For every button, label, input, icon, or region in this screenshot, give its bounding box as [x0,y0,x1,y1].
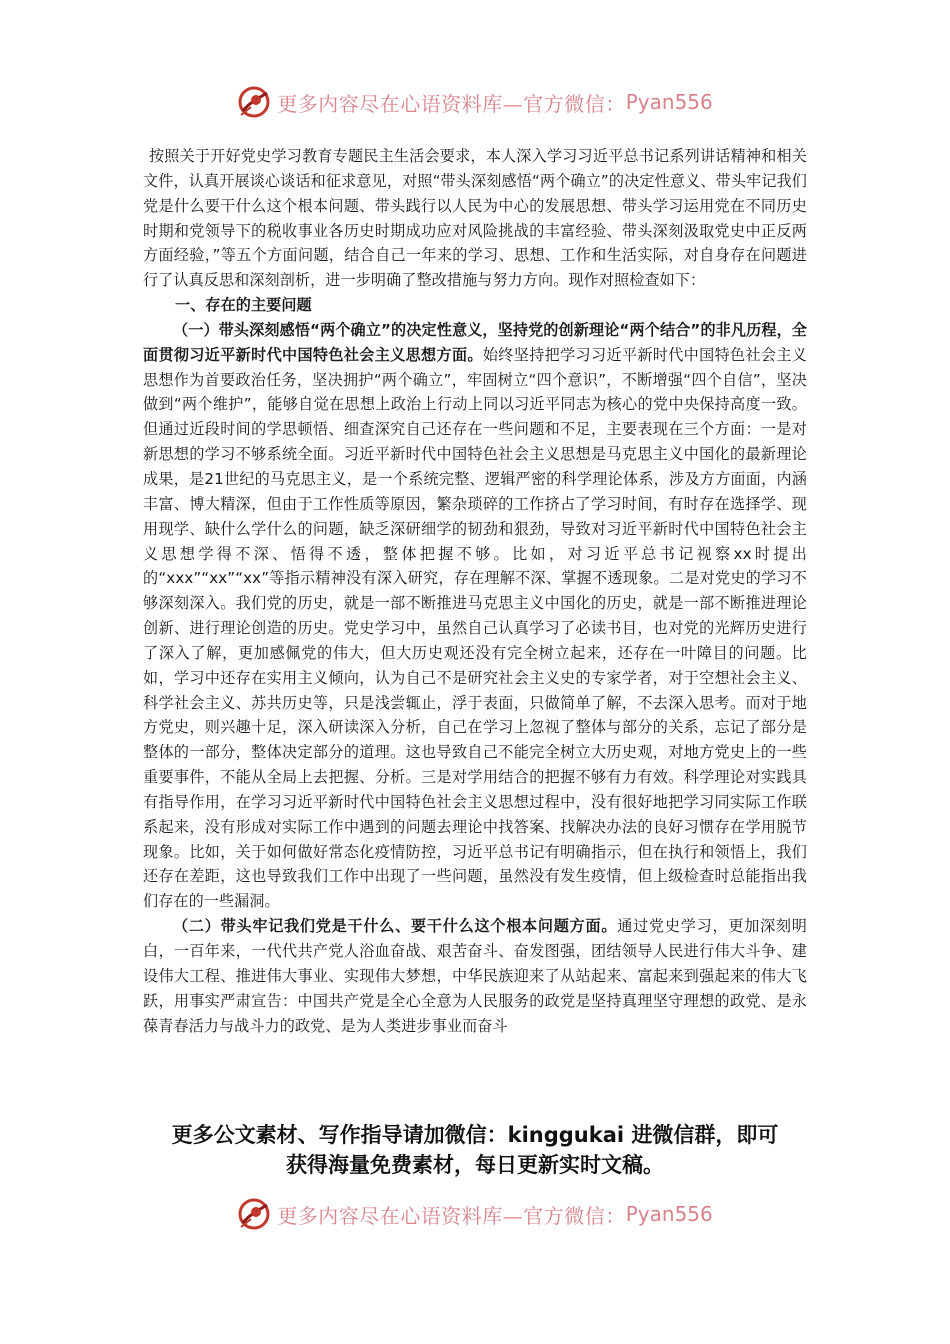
promo-line-1: 更多公文素材、写作指导请加微信：kinggukai 进微信群，即可 [171,1123,779,1147]
subsection-1-text: 始终坚持把学习习近平新时代中国特色社会主义思想作为首要政治任务，坚决拥护“两个确立”，牢固树立“四个意识”，不断增强“四个自信”，坚决做到“两个维护”，能够自觉在思想上政治上行动上同以习近平同志为核心的党中央保持高度一致。但通过近段时间的学思顿悟、细查深究自己还存在一些问题和不足，主要表现在三个方面：一是对新思想的学习不够系统全面。习近平新时代中国特色社会主义思想是马克思主义中国化的最新理论成果，是21世纪的马克思主义，是一个系统完整、逻辑严密的科学理论体系，涉及方方面面，内涵丰富、博大精深，但由于工作性质等原因，繁杂琐碎的工作挤占了学习时间，有时存在选择学、现用现学、缺什么学什么的问题，缺乏深研细学的韧劲和狠劲，导致对习近平新时代中国特色社会主义思想学得不深、悟得不透，整体把握不够。比如，对习近平总书记视察xx时提出的“xxx”“xx”“xx”等指示精神没有深入研究，存在理解不深、掌握不透现象。二是对党史的学习不够深刻深入。我们党的历史，就是一部不断推进马克思主义中国化的历史，就是一部不断推进理论创新、进行理论创造的历史。党史学习中，虽然自己认真学习了必读书目，也对党的光辉历史进行了深入了解，更加感佩党的伟大，但大历史观还没有完全树立起来，还存在一叶障目的问题。比如，学习中还存在实用主义倾向，认为自己不是研究社会主义史的专家学者，对于空想社会主义、科学社会主义、苏共历史等，只是浅尝辄止，浮于表面，只做简单了解，不去深入思考。而对于地方党史，则兴趣十足，深入研读深入分析，自己在学习上忽视了整体与部分的关系，忘记了部分是整体的一部分，整体决定部分的道理。这也导致自己不能完全树立大历史观，对地方党史上的一些重要事件，不能从全局上去把握、分析。三是对学用结合的把握不够有力有效。科学理论对实践具有指导作用，在学习习近平新时代中国特色社会主义思想过程中，没有很好地把学习同实际工作联系起来，没有形成对实际工作中遇到的问题去理论中找答案、找解决办法的良好习惯存在学用脱节现象。比如，关于如何做好常态化疫情防控，习近平总书记有明确指示，但在执行和领悟上，我们还存在差距，这也导致我们工作中出现了一些问题，虽然没有发生疫情，但上级检查时总能指出我们存在的一些漏洞。 [143,345,808,911]
footer-banner-id: Pyan556 [625,1202,713,1226]
promo-notice [145,1120,805,1180]
subsection-2 [143,914,807,1038]
logo-icon [237,85,271,119]
footer-banner-text: 更多内容尽在心语资料库—官方微信： [277,1203,626,1228]
document-body [143,144,807,1038]
header-banner [0,82,950,122]
header-banner-text: 更多内容尽在心语资料库—官方微信： [277,91,626,116]
subsection-1 [143,318,807,914]
section-heading: 一、存在的主要问题 [175,296,312,315]
intro-paragraph: 按照关于开好党史学习教育专题民主生活会要求，本人深入学习习近平总书记系列讲话精神和相关文件，认真开展谈心谈话和征求意见，对照“带头深刻感悟“两个确立”的决定性意义、带头牢记我们党是什么要干什么这个根本问题、带头践行以人民为中心的发展思想、带头学习运用党在不同历史时期和党领导下的税收事业各历史时期成功应对风险挑战的丰富经验、带头深刻汲取党史中正反两方面经验，”等五个方面问题，结合自己一年来的学习、思想、工作和生活实际，对自身存在问题进行了认真反思和深刻剖析，进一步明确了整改措施与努力方向。现作对照检查如下： [143,147,807,290]
logo-icon [237,1197,271,1231]
subsection-2-text: 通过党史学习，更加深刻明白，一百年来，一代代共产党人浴血奋战、艰苦奋斗、奋发图强，团结领导人民进行伟大斗争、建设伟大工程、推进伟大事业、实现伟大梦想，中华民族迎来了从站起来、富起来到强起来的伟大飞跃，用事实严肃宣告：中国共产党是全心全意为人民服务的政党是坚持真理坚守理想的政党、是永葆青春活力与战斗力的政党、是为人类进步事业而奋斗 [143,917,807,1035]
subsection-1-title: （一）带头深刻感悟“两个确立”的决定性意义，坚持党的创新理论“两个结合”的非凡历程，全面贯彻习近平新时代中国特色社会主义思想方面。 [143,320,807,364]
promo-line-2: 获得海量免费素材，每日更新实时文稿。 [286,1153,664,1177]
subsection-2-title: （二）带头牢记我们党是干什么、要干什么这个根本问题方面。 [173,917,618,936]
footer-banner [0,1194,950,1234]
header-banner-id: Pyan556 [625,90,713,114]
